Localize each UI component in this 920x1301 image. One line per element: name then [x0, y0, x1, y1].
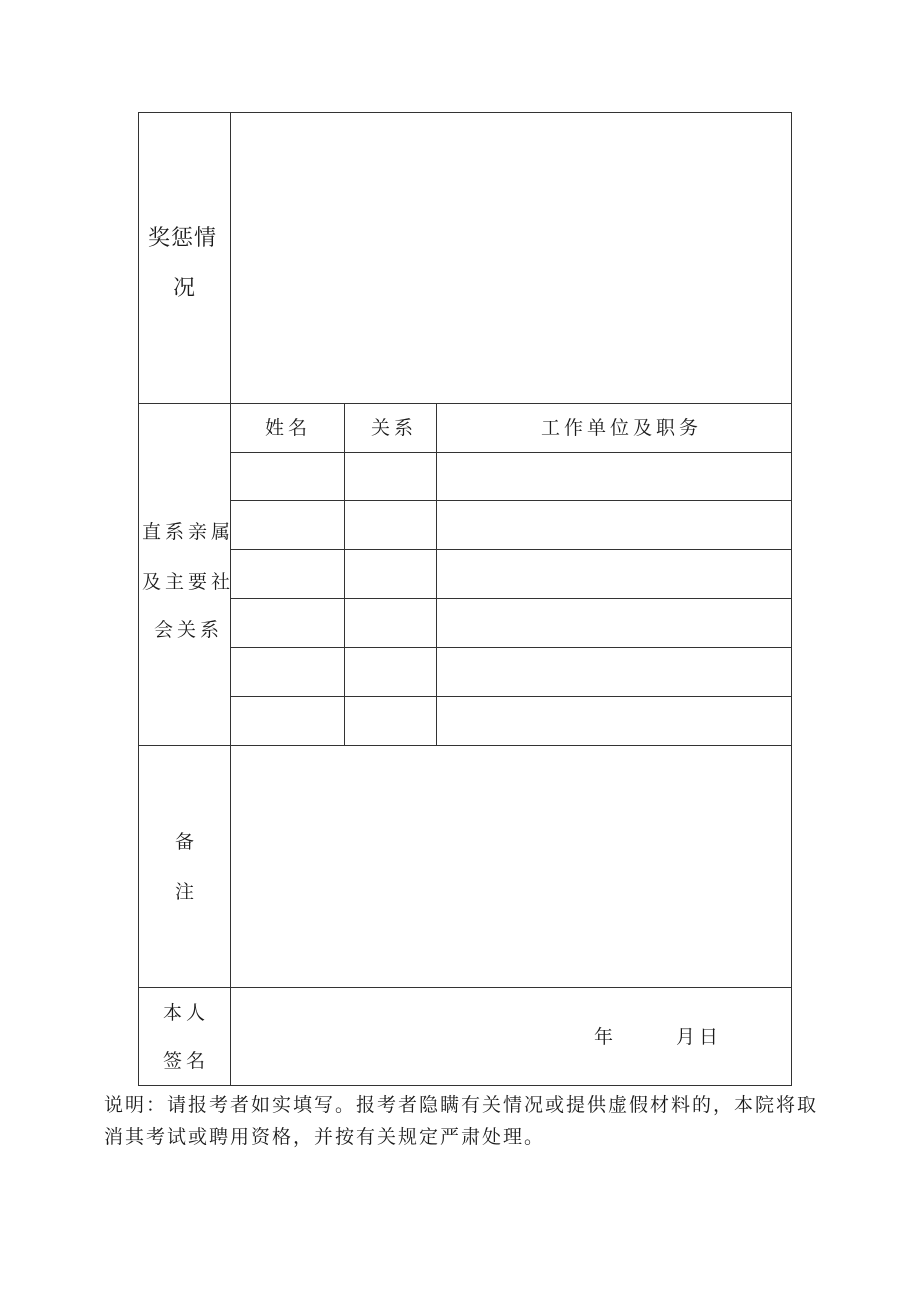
relatives-row-line: [230, 500, 792, 501]
remarks-input-area[interactable]: [232, 747, 790, 986]
table-border-bottom: [138, 1085, 792, 1086]
relatives-label-line1: 直系亲属: [142, 521, 235, 543]
remarks-label-line2: 注: [175, 881, 199, 903]
footnote-line2: 消其考试或聘用资格，并按有关规定严肃处理。: [104, 1126, 546, 1148]
relative-work-cell[interactable]: [438, 502, 790, 548]
relative-relation-cell[interactable]: [346, 454, 435, 499]
relatives-row-line: [230, 598, 792, 599]
relative-name-cell[interactable]: [232, 649, 343, 695]
remarks-label-line1: 备: [175, 831, 199, 853]
signature-year-label: 年: [594, 1026, 618, 1048]
relative-work-cell[interactable]: [438, 649, 790, 695]
relatives-row-line: [230, 452, 792, 453]
awards-label-line1: 奖惩情: [148, 226, 218, 251]
relative-name-cell[interactable]: [232, 502, 343, 548]
relatives-row-line: [230, 549, 792, 550]
section-divider-relatives: [138, 745, 792, 746]
relatives-col-line-relation: [436, 403, 437, 745]
header-name: 姓名: [265, 417, 312, 439]
section-divider-remarks: [138, 987, 792, 988]
relative-name-cell[interactable]: [232, 698, 343, 744]
section-divider-awards: [138, 403, 792, 404]
relative-work-cell[interactable]: [438, 551, 790, 597]
relative-name-cell[interactable]: [232, 600, 343, 646]
relatives-row-line: [230, 647, 792, 648]
relative-relation-cell[interactable]: [346, 600, 435, 646]
relative-relation-cell[interactable]: [346, 502, 435, 548]
awards-label-2: [173, 278, 196, 300]
relative-relation-cell[interactable]: [346, 698, 435, 744]
relative-work-cell[interactable]: [438, 698, 790, 744]
relatives-label-line2: 及主要社: [142, 571, 235, 593]
signature-label-line1: 本人: [163, 1002, 210, 1024]
header-work: 工作单位及职务: [541, 417, 703, 439]
signature-month-day-label: 月日: [676, 1026, 723, 1048]
relative-work-cell[interactable]: [438, 600, 790, 646]
relatives-row-line: [230, 696, 792, 697]
relative-name-cell[interactable]: [232, 454, 343, 499]
awards-label-line2: 况: [173, 276, 197, 301]
footnote-line1: 说明：请报考者如实填写。报考者隐瞒有关情况或提供虚假材料的，本院将取: [104, 1094, 819, 1116]
awards-input-area[interactable]: [232, 114, 790, 402]
signature-input-area[interactable]: [232, 989, 582, 1084]
signature-label-line2: 签名: [163, 1050, 210, 1072]
relative-relation-cell[interactable]: [346, 649, 435, 695]
table-border-left: [138, 112, 139, 1085]
relative-work-cell[interactable]: [438, 454, 790, 499]
table-border-top: [138, 112, 792, 113]
awards-label: [148, 228, 217, 250]
relative-relation-cell[interactable]: [346, 551, 435, 597]
relative-name-cell[interactable]: [232, 551, 343, 597]
header-relation: 关系: [371, 417, 418, 439]
relatives-label-line3: 会关系: [154, 619, 224, 641]
relatives-col-line-name: [344, 403, 345, 745]
